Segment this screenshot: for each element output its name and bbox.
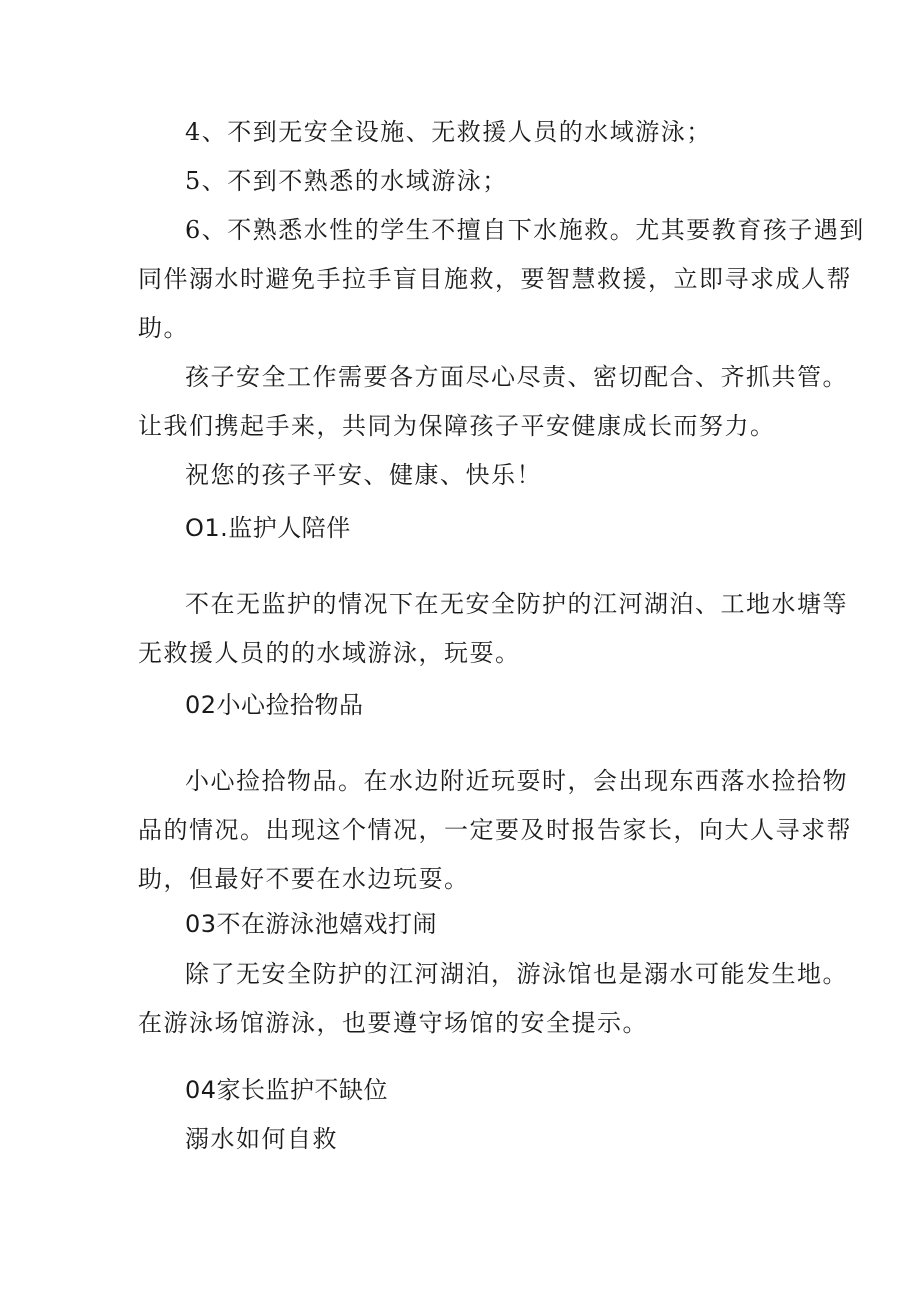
section-heading-02: 02小心捡拾物品 — [185, 691, 364, 719]
section-02-body-line-3: 助，但最好不要在水边玩耍。 — [138, 865, 470, 893]
section-02-body-line-2: 品的情况。出现这个情况，一定要及时报告家长，向大人寻求帮 — [138, 816, 852, 844]
section-02-body-line-1: 小心捡拾物品。在水边附近玩耍时，会出现东西落水捡拾物 — [185, 767, 848, 795]
list-item-6-line-1: 6、不熟悉水性的学生不擅自下水施救。尤其要教育孩子遇到 — [185, 216, 865, 244]
section-01-body-line-2: 无救援人员的的水域游泳，玩耍。 — [138, 639, 521, 667]
section-heading-01: O1.监护人陪伴 — [185, 514, 351, 542]
section-01-body-line-1: 不在无监护的情况下在无安全防护的江河湖泊、工地水塘等 — [185, 590, 848, 618]
list-item-4: 4、不到无安全设施、无救援人员的水域游泳； — [185, 118, 712, 146]
list-item-6-line-3: 助。 — [138, 314, 189, 342]
section-03-body-line-2: 在游泳场馆游泳，也要遵守场馆的安全提示。 — [138, 1009, 648, 1037]
list-item-6-line-2: 同伴溺水时避免手拉手盲目施救，要智慧救援，立即寻求成人帮 — [138, 265, 852, 293]
section-heading-03: 03不在游泳池嬉戏打闹 — [185, 910, 438, 938]
section-04-body-line-1: 溺水如何自救 — [185, 1125, 338, 1153]
closing-paragraph-line-2: 让我们携起手来，共同为保障孩子平安健康成长而努力。 — [138, 412, 776, 440]
closing-wish: 祝您的孩子平安、健康、快乐！ — [185, 461, 542, 489]
closing-paragraph-line-1: 孩子安全工作需要各方面尽心尽责、密切配合、齐抓共管。 — [185, 363, 848, 391]
section-03-body-line-1: 除了无安全防护的江河湖泊，游泳馆也是溺水可能发生地。 — [185, 960, 848, 988]
section-heading-04: 04家长监护不缺位 — [185, 1076, 389, 1104]
list-item-5: 5、不到不熟悉的水域游泳； — [185, 167, 508, 195]
